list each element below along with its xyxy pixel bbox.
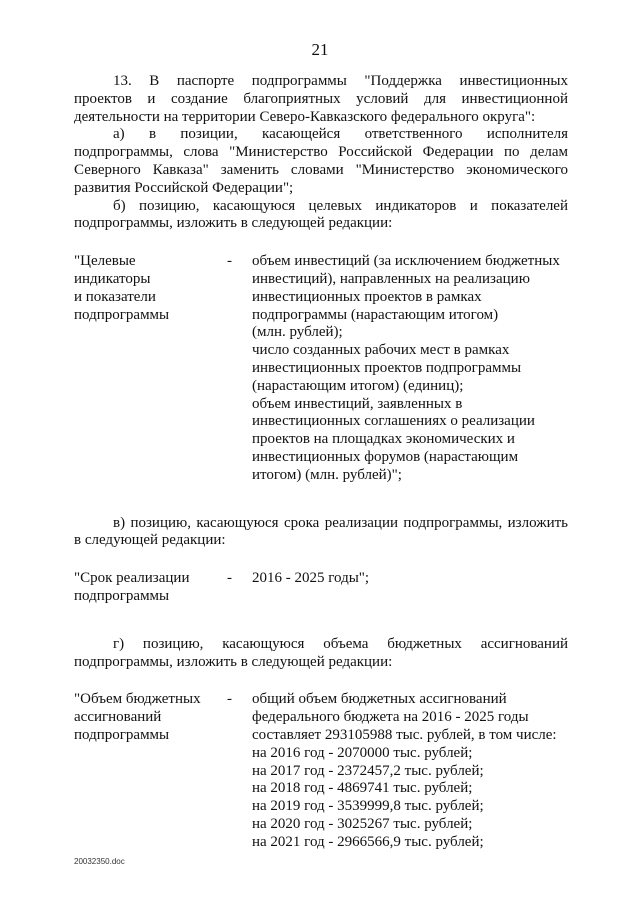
document-id: 20032350.doc [74,857,125,866]
value-line: 2016 - 2025 годы"; [252,570,370,587]
label-line: подпрограммы [74,726,170,743]
paragraph-g [74,636,568,672]
budget-block [74,691,568,851]
text-line: развития Российской Федерации"; [74,179,294,196]
value-line: на 2016 год - 2070000 тыс. рублей; [252,744,473,761]
value-line: на 2020 год - 3025267 тыс. рублей; [252,815,473,832]
text-line: 13. В паспорте подпрограммы "Поддержка инвестиционных [113,73,568,89]
value-line: на 2019 год - 3539999,8 тыс. рублей; [252,798,484,815]
indicators-value [252,253,568,484]
budget-value [252,691,568,851]
dash-separator: - [227,570,232,587]
value-line: (млн. рублей); [252,324,343,341]
paragraph-v [74,515,568,551]
label-line: ассигнований [74,709,162,726]
value-line: на 2018 год - 4869741 тыс. рублей; [252,780,473,797]
value-line: подпрограммы (нарастающим итогом) [252,306,499,323]
text-line: в следующей редакции: [74,532,226,549]
indicators-block [74,253,568,484]
term-value [252,570,568,588]
text-line: подпрограммы, слова "Министерство Российской Федерации по делам [74,144,568,161]
text-line: подпрограммы, изложить в следующей редакции: [74,215,393,232]
text-line: б) позицию, касающуюся целевых индикаторов и показателей [113,197,568,214]
label-line: "Целевые [74,253,136,270]
value-line: составляет 293105988 тыс. рублей, в том числе: [252,726,557,743]
value-line: проектов на площадках экономических и [252,431,515,448]
document-body [74,73,568,851]
label-line: подпрограммы [74,306,170,323]
label-line: и показатели [74,288,156,305]
label-line: "Объем бюджетных [74,691,201,708]
indicators-label [74,253,227,324]
label-line: "Срок реализации [74,570,190,587]
paragraph-a [74,126,568,197]
text-line: подпрограммы, изложить в следующей редакции: [74,653,393,670]
text-line: в) позицию, касающуюся срока реализации подпрограммы, изложить [113,514,568,531]
paragraph-b [74,198,568,234]
dash-separator: - [227,691,232,708]
text-line: Северного Кавказа" заменить словами "Министерство экономического [74,161,568,178]
term-block [74,570,568,606]
value-line: инвестиционных соглашениях о реализации [252,413,535,430]
label-line: подпрограммы [74,587,170,604]
text-line: деятельности на территории Северо-Кавказского федерального округа": [74,108,536,125]
value-line: инвестиций), направленных на реализацию [252,270,530,287]
term-label [74,570,227,606]
paragraph-13 [74,73,568,126]
budget-label [74,691,227,744]
dash-separator: - [227,253,232,270]
value-line: инвестиционных форумов (нарастающим [252,448,519,465]
text-line: г) позицию, касающуюся объема бюджетных ассигнований [113,635,568,652]
label-line: индикаторы [74,270,151,287]
value-line: федерального бюджета на 2016 - 2025 годы [252,709,529,726]
value-line: итогом) (млн. рублей)"; [252,466,402,483]
page-number: 21 [311,40,329,59]
value-line: на 2021 год - 2966566,9 тыс. рублей; [252,833,484,850]
text-line: проектов и создание благоприятных условий для инвестиционной [74,90,568,107]
value-line: инвестиционных проектов подпрограммы [252,359,522,376]
value-line: на 2017 год - 2372457,2 тыс. рублей; [252,762,484,779]
value-line: объем инвестиций (за исключением бюджетных [252,253,560,270]
value-line: (нарастающим итогом) (единиц); [252,377,464,394]
value-line: инвестиционных проектов в рамках [252,288,482,305]
value-line: объем инвестиций, заявленных в [252,395,463,412]
value-line: общий объем бюджетных ассигнований [252,691,507,708]
value-line: число созданных рабочих мест в рамках [252,342,510,359]
text-line: а) в позиции, касающейся ответственного исполнителя [113,126,568,143]
